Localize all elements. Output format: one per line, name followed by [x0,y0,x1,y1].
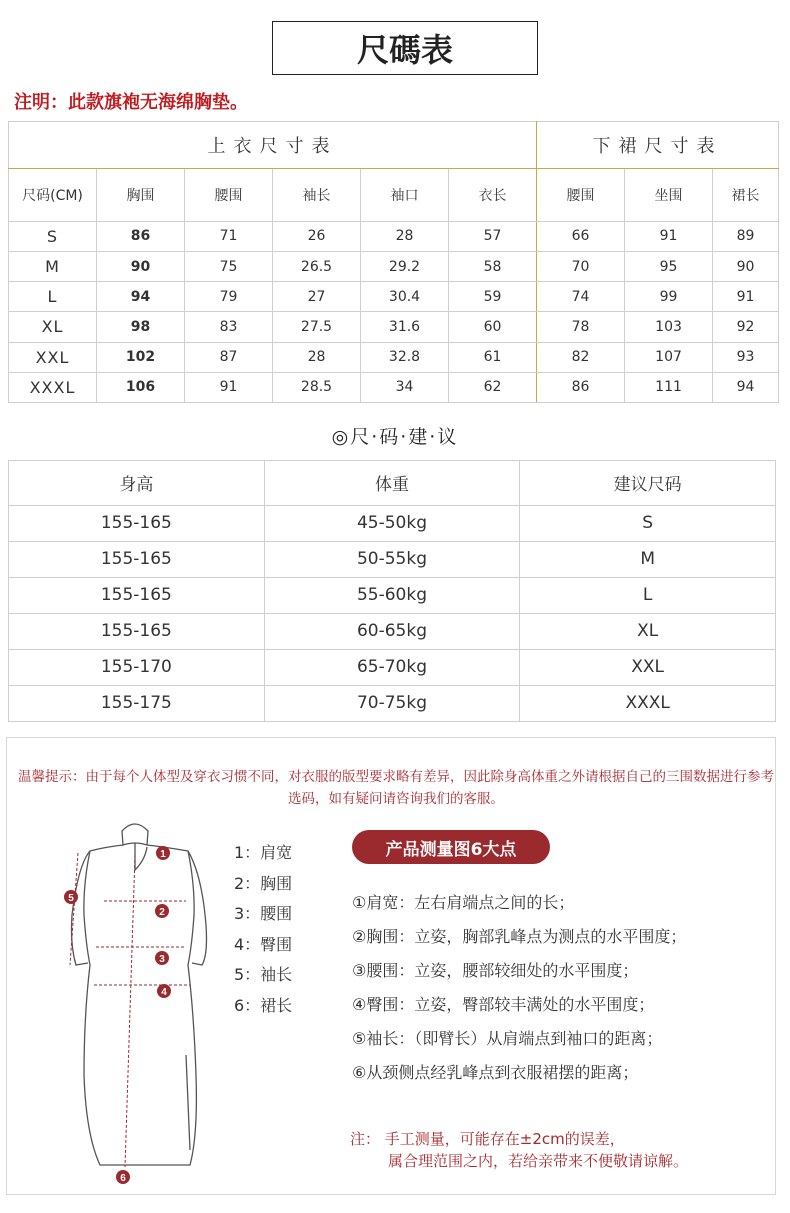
size-cell: 57 [449,221,537,251]
page-title: 尺碼表 [272,21,538,75]
size-cell: 87 [185,342,273,372]
size-header-cell: 坐围 [625,168,713,221]
suggestion-cell: 155-165 [9,613,265,649]
size-cell: 66 [537,221,625,251]
size-cell: 95 [625,251,713,281]
size-header-cell: 胸围 [97,168,185,221]
marker-1-label: 1 [160,849,166,860]
suggestion-row [9,649,776,685]
suggestion-cell: XXXL [520,685,776,721]
size-cell: 111 [625,372,713,402]
size-cell: 29.2 [361,251,449,281]
suggestion-header-row [9,461,776,506]
suggestion-header-cell: 身高 [9,461,265,506]
size-header-cell: 袖口 [361,168,449,221]
step-item: ③腰围：立姿，腰部较细处的水平围度； [352,961,639,980]
size-header-cell: 尺码(CM) [9,168,97,221]
parts-list [234,840,292,1023]
step-item: ④臀围：立姿，臀部较丰满处的水平围度； [352,995,655,1014]
size-row [9,312,779,342]
size-cell: 91 [625,221,713,251]
size-cell: 34 [361,372,449,402]
size-cell: 103 [625,312,713,342]
step-item: ⑤袖长：（即臂长）从肩端点到袖口的距离； [352,1029,663,1048]
part-item: 5：袖长 [234,965,293,984]
step-item: ②胸围：立姿，胸部乳峰点为测点的水平围度； [352,927,687,946]
size-cell: L [9,282,97,312]
size-cell: 102 [97,342,185,372]
suggestion-row [9,685,776,721]
size-cell: 27.5 [273,312,361,342]
part-item: 4：臀围 [234,934,293,954]
size-header-cell: 衣长 [449,168,537,221]
marker-2-label: 2 [159,907,165,918]
part-item: 6：裙长 [234,995,293,1015]
suggestion-header-cell: 建议尺码 [520,461,776,506]
size-cell: 70 [537,251,625,281]
size-cell: 61 [449,342,537,372]
size-cell: 83 [185,312,273,342]
suggestion-title: ◎尺·码·建·议 [331,426,459,448]
suggestion-cell: 60-65kg [264,613,520,649]
size-cell: 28.5 [273,372,361,402]
suggestion-header-cell: 体重 [264,461,520,506]
size-header-row [9,168,779,221]
footnote-line-1: 注： 手工测量，可能存在±2cm的误差， [350,1130,625,1148]
size-cell: 93 [713,342,779,372]
size-row [9,251,779,281]
size-cell: 62 [449,372,537,402]
suggestion-cell: M [520,541,776,577]
size-cell: 58 [449,251,537,281]
measure-steps [352,890,686,1094]
size-chart-table [8,121,779,403]
marker-5-label: 5 [68,893,74,904]
size-header-cell: 腰围 [185,168,273,221]
suggestion-cell: XXL [520,649,776,685]
size-cell: 86 [537,372,625,402]
size-cell: 71 [185,221,273,251]
size-cell: 106 [97,372,185,402]
size-cell: 92 [713,312,779,342]
suggestion-row [9,577,776,613]
size-cell: 86 [97,221,185,251]
size-cell: 107 [625,342,713,372]
suggestion-cell: 155-165 [9,505,265,541]
suggestion-cell: 155-165 [9,577,265,613]
step-item: ⑥从颈侧点经乳峰点到衣服裙摆的距离； [352,1063,639,1082]
suggestion-row [9,613,776,649]
size-cell: 30.4 [361,282,449,312]
size-cell: 94 [97,282,185,312]
suggestion-cell: 155-175 [9,685,265,721]
size-cell: XXXL [9,372,97,402]
size-cell: 31.6 [361,312,449,342]
size-cell: 98 [97,312,185,342]
qipao-figure [50,815,220,1195]
size-cell: 89 [713,221,779,251]
suggestion-row [9,505,776,541]
part-item: 1：肩宽 [234,843,293,862]
size-cell: 91 [185,372,273,402]
size-header-cell: 袖长 [273,168,361,221]
suggestion-cell: 155-170 [9,649,265,685]
size-cell: 78 [537,312,625,342]
size-row [9,342,779,372]
suggestion-cell: 65-70kg [264,649,520,685]
size-cell: 59 [449,282,537,312]
measure-title-badge: 产品测量图6大点 [352,830,550,864]
marker-3-label: 3 [159,954,165,965]
size-cell: 28 [273,342,361,372]
size-cell: 60 [449,312,537,342]
size-cell: 91 [713,282,779,312]
suggestion-cell: 45-50kg [264,505,520,541]
suggestion-cell: 50-55kg [264,541,520,577]
suggestion-row [9,541,776,577]
footnote [350,1128,688,1172]
size-cell: M [9,251,97,281]
part-item: 3：腰围 [234,904,293,923]
size-cell: 94 [713,372,779,402]
size-cell: 26 [273,221,361,251]
size-cell: 90 [97,251,185,281]
size-cell: 79 [185,282,273,312]
part-item: 2：胸围 [234,873,293,893]
size-header-cell: 腰围 [537,168,625,221]
suggestion-table [8,460,776,722]
size-cell: 99 [625,282,713,312]
size-row [9,372,779,402]
size-cell: XXL [9,342,97,372]
note-text: 注明：此款旗袍无海绵胸垫。 [14,92,248,113]
size-cell: 90 [713,251,779,281]
marker-4-label: 4 [161,987,167,998]
top-size-title: 上衣尺寸表 [9,122,537,169]
suggestion-cell: L [520,577,776,613]
size-cell: S [9,221,97,251]
size-cell: 74 [537,282,625,312]
bottom-size-title: 下裙尺寸表 [537,122,779,169]
suggestion-cell: 155-165 [9,541,265,577]
size-cell: 28 [361,221,449,251]
footnote-line-2: 属合理范围之内，若给亲带来不便敬请谅解。 [388,1152,689,1170]
suggestion-cell: S [520,505,776,541]
size-row [9,282,779,312]
size-cell: XL [9,312,97,342]
suggestion-cell: XL [520,613,776,649]
suggestion-cell: 70-75kg [264,685,520,721]
step-item: ①肩宽：左右肩端点之间的长； [352,893,575,912]
size-cell: 27 [273,282,361,312]
marker-6-label: 6 [120,1173,126,1184]
size-cell: 32.8 [361,342,449,372]
size-cell: 75 [185,251,273,281]
size-row [9,221,779,251]
size-header-cell: 裙长 [713,168,779,221]
tip-text: 温馨提示：由于每个人体型及穿衣习惯不同，对衣服的版型要求略有差异，因此除身高体重之外请根据自己的三围数据进行参考选码，如有疑问请咨询我们的客服。 [18,769,774,807]
size-cell: 82 [537,342,625,372]
suggestion-cell: 55-60kg [264,577,520,613]
size-cell: 26.5 [273,251,361,281]
